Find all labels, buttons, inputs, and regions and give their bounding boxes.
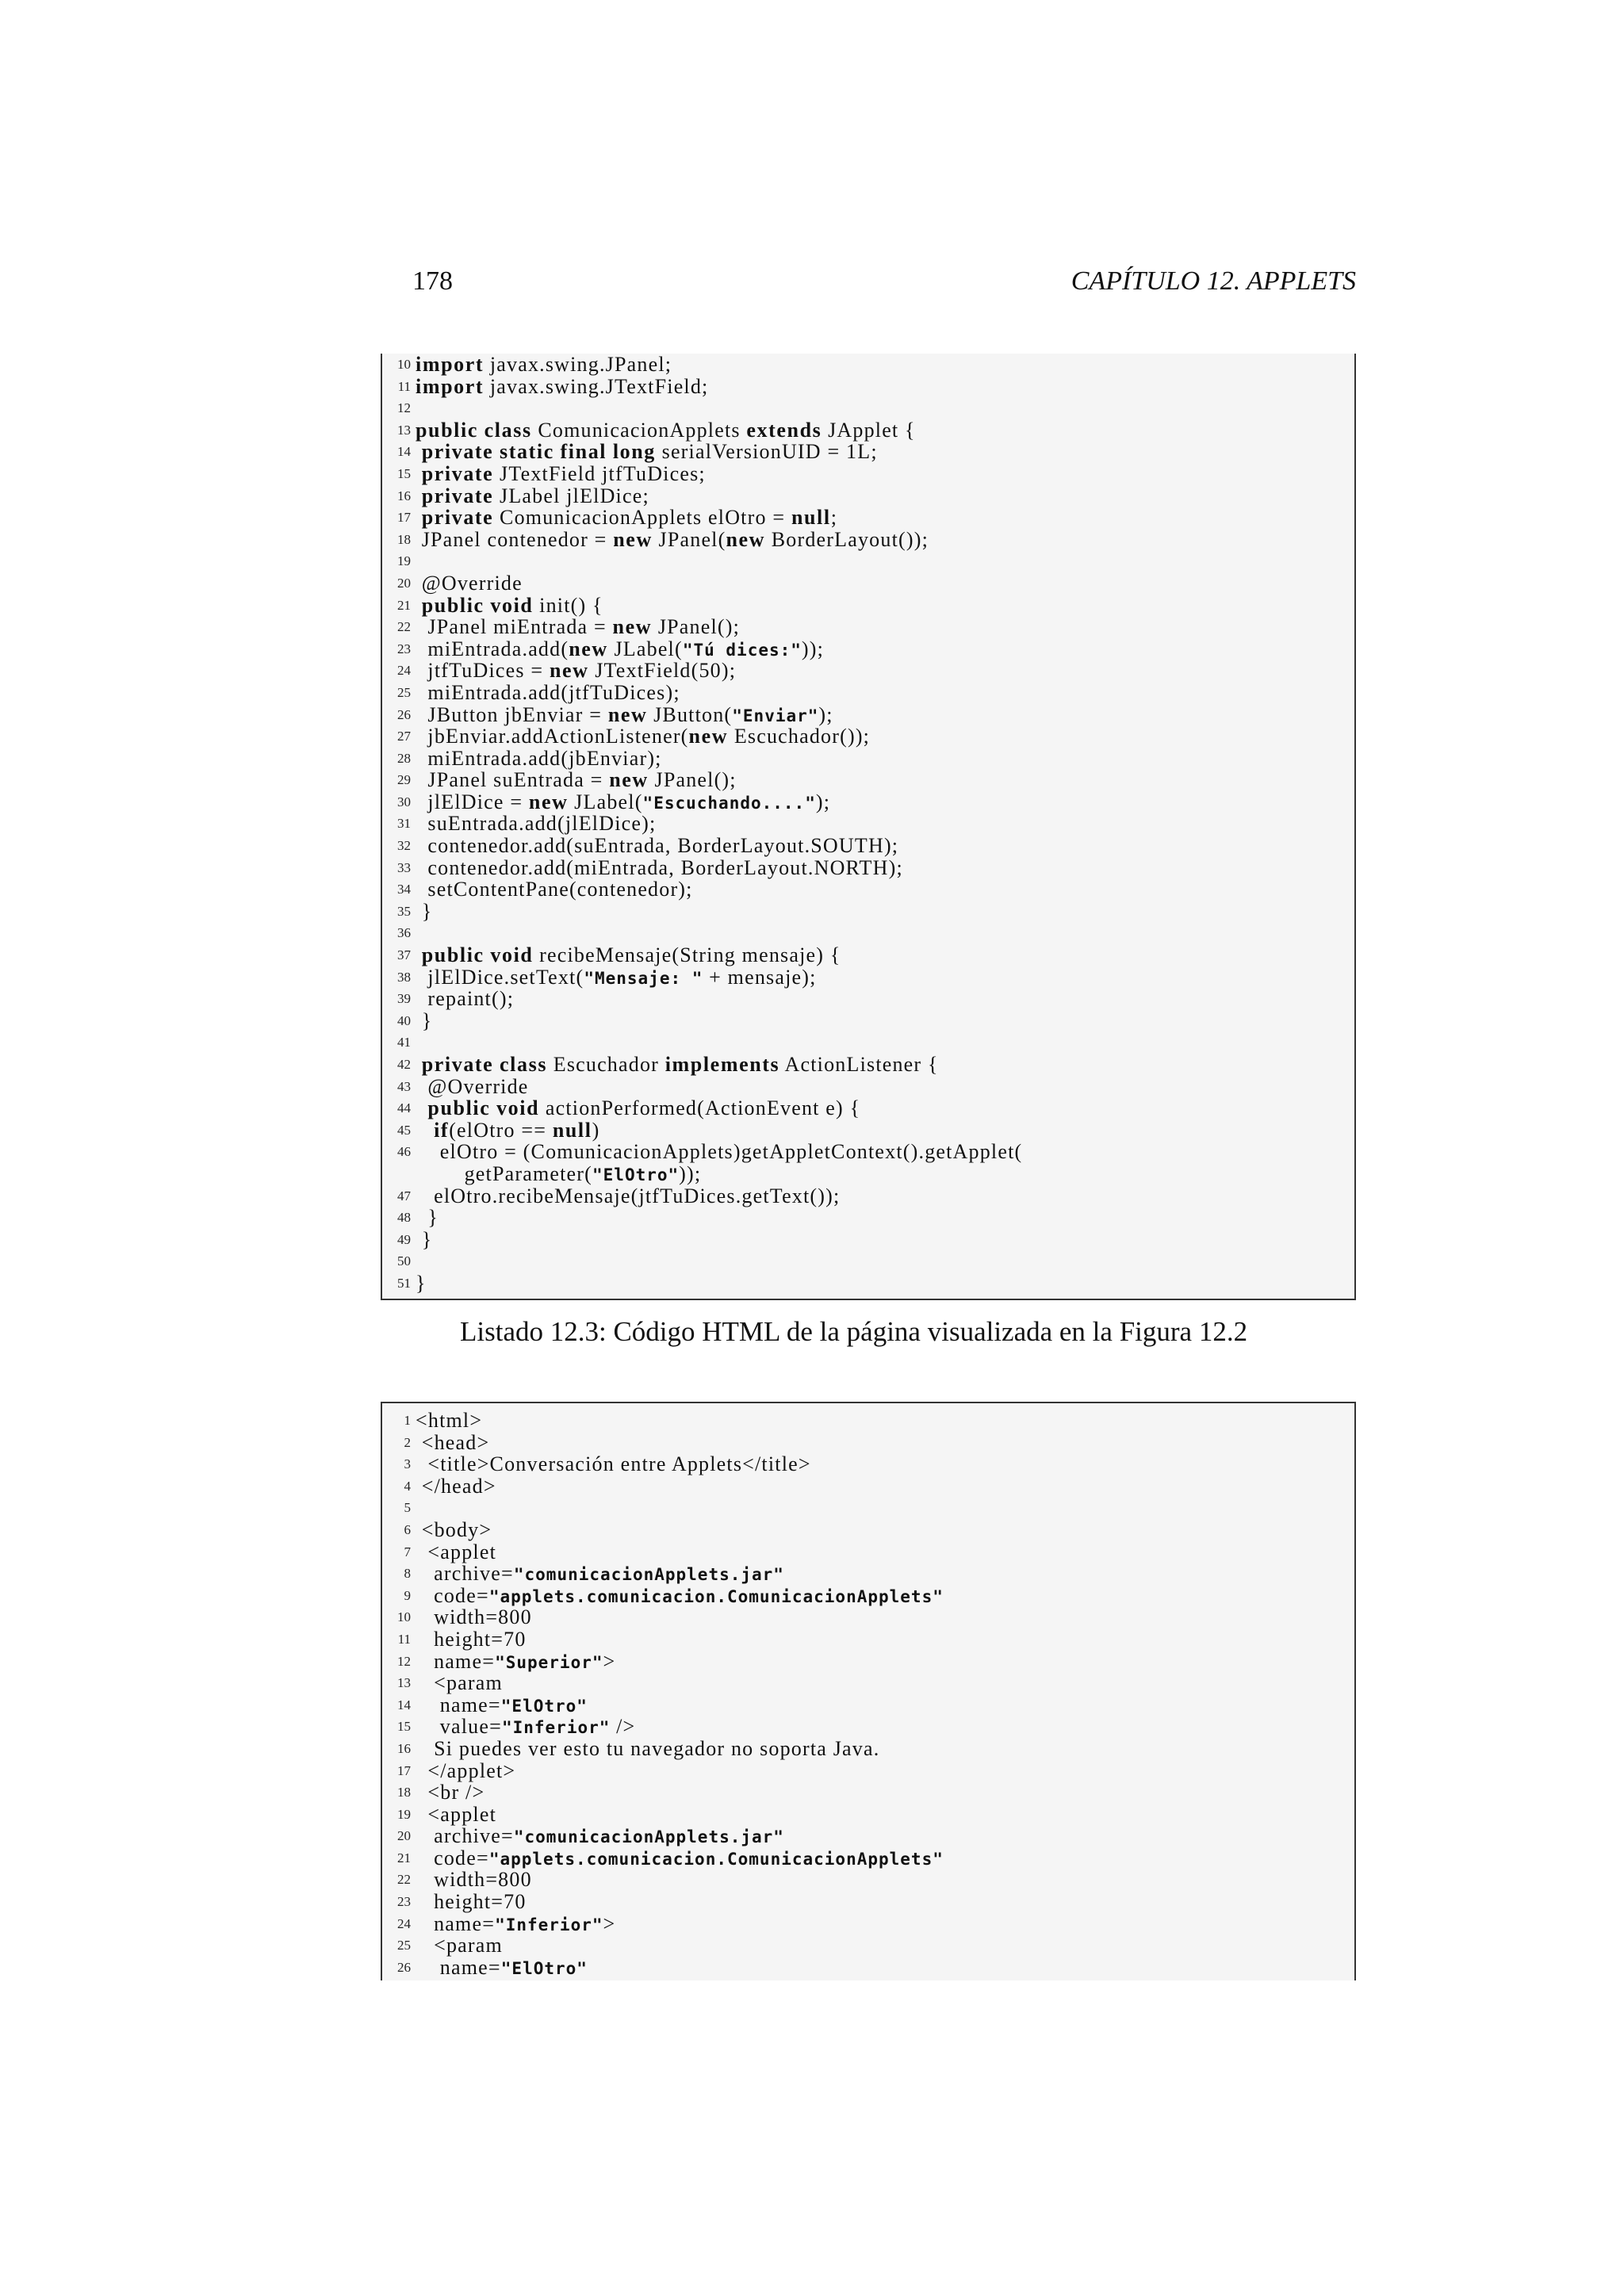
java-code-line <box>382 748 1354 770</box>
java-code-line <box>382 1076 1354 1098</box>
line-number: 4 <box>404 1478 411 1494</box>
code-text: </head> <box>416 1474 496 1498</box>
line-number: 46 <box>397 1144 411 1160</box>
line-number: 10 <box>397 357 411 372</box>
java-code-line <box>382 354 1354 376</box>
java-code-line <box>382 595 1354 617</box>
java-code-line <box>382 485 1354 507</box>
java-code-line <box>382 682 1354 704</box>
line-number: 42 <box>397 1057 411 1072</box>
code-text: name="ElOtro" <box>416 1693 588 1716</box>
java-code-line <box>382 550 1354 572</box>
line-number: 49 <box>397 1231 411 1247</box>
html-code-line <box>382 1869 1354 1891</box>
code-text: miEntrada.add(new JLabel("Tú dices:")); <box>416 637 825 660</box>
code-text: public class ComunicacionApplets extends JApplet { <box>416 418 916 442</box>
html-code-line <box>382 1781 1354 1804</box>
line-number: 23 <box>397 1894 411 1910</box>
code-text: public void recibeMensaje(String mensaje) { <box>421 943 841 967</box>
line-number: 16 <box>397 488 411 503</box>
line-number: 17 <box>397 510 411 526</box>
html-code-line <box>382 1760 1354 1782</box>
line-number: 20 <box>397 1828 411 1844</box>
line-number: 23 <box>397 641 411 656</box>
line-number: 18 <box>397 531 411 547</box>
line-number: 50 <box>397 1253 411 1269</box>
line-number: 8 <box>404 1566 411 1582</box>
line-number: 13 <box>397 422 411 438</box>
html-code-line <box>382 1410 1354 1432</box>
code-text: <param <box>416 1671 503 1695</box>
line-number: 36 <box>397 925 411 941</box>
line-number: 1 <box>404 1413 411 1428</box>
code-text: setContentPane(contenedor); <box>416 878 693 901</box>
java-code-line <box>382 769 1354 791</box>
code-text: <title>Conversación entre Applets</title> <box>416 1452 811 1476</box>
code-text: height=70 <box>416 1890 527 1914</box>
html-code-line <box>382 1497 1354 1519</box>
code-text: elOtro.recibeMensaje(jtfTuDices.getText()); <box>416 1184 841 1207</box>
code-text: private JTextField jtfTuDices; <box>421 461 706 485</box>
java-code-line <box>382 857 1354 879</box>
code-text: public void init() { <box>421 593 603 617</box>
html-code-line <box>382 1628 1354 1651</box>
code-text: <applet <box>416 1540 496 1563</box>
code-text: jlElDice = new JLabel("Escuchando...."); <box>416 790 831 813</box>
html-code-line <box>382 1891 1354 1913</box>
code-text: <body> <box>416 1517 492 1541</box>
line-number: 38 <box>397 969 411 985</box>
html-code-line <box>382 1519 1354 1541</box>
java-code-line <box>382 1141 1354 1163</box>
java-code-line <box>382 988 1354 1010</box>
code-text: } <box>416 899 433 923</box>
code-text: JPanel contenedor = new JPanel(new BorderLayout()); <box>416 527 929 551</box>
java-code-line <box>382 725 1354 748</box>
line-number: 21 <box>397 597 411 613</box>
line-number: 40 <box>397 1012 411 1028</box>
code-text: jbEnviar.addActionListener(new Escuchador()); <box>416 725 871 748</box>
code-text: name="Inferior"> <box>416 1911 616 1935</box>
java-code-line <box>382 463 1354 485</box>
java-code-line <box>382 419 1354 442</box>
code-text: JButton jbEnviar = new JButton("Enviar"); <box>416 702 833 726</box>
line-number: 30 <box>397 794 411 809</box>
code-text: private class Escuchador implements ActionListener { <box>421 1053 939 1076</box>
line-number: 29 <box>397 772 411 788</box>
java-code-line <box>382 922 1354 944</box>
line-number: 24 <box>397 1915 411 1931</box>
code-text: </applet> <box>416 1758 516 1782</box>
line-number: 18 <box>397 1785 411 1800</box>
code-text: miEntrada.add(jbEnviar); <box>416 746 662 770</box>
code-text: repaint(); <box>416 987 515 1011</box>
code-text: @Override <box>416 1074 529 1098</box>
java-code-line <box>382 901 1354 923</box>
code-text: Si puedes ver esto tu navegador no soporta Java. <box>416 1736 880 1760</box>
code-text: height=70 <box>416 1627 527 1651</box>
code-text: JPanel miEntrada = new JPanel(); <box>416 615 741 639</box>
code-text: jtfTuDices = new JTextField(50); <box>416 659 737 683</box>
line-number: 19 <box>397 553 411 569</box>
code-text: private ComunicacionApplets elOtro = null; <box>421 506 838 530</box>
code-text: contenedor.add(suEntrada, BorderLayout.SOUTH); <box>416 834 899 858</box>
code-text: value="Inferior" /> <box>416 1715 636 1739</box>
line-number: 43 <box>397 1078 411 1094</box>
line-number: 14 <box>397 444 411 460</box>
line-number: 32 <box>397 838 411 854</box>
line-number: 6 <box>404 1521 411 1537</box>
java-code-line <box>382 835 1354 857</box>
java-code-line <box>382 1054 1354 1076</box>
java-code-line <box>382 966 1354 989</box>
html-code-line <box>382 1716 1354 1738</box>
line-number: 2 <box>404 1434 411 1450</box>
code-text: code="applets.comunicacion.ComunicacionApplets" <box>416 1846 944 1869</box>
html-code-line <box>382 1453 1354 1475</box>
code-text: contenedor.add(miEntrada, BorderLayout.NORTH); <box>416 855 903 879</box>
line-number: 12 <box>397 1653 411 1669</box>
code-text: import javax.swing.JPanel; <box>416 353 672 376</box>
html-code-line <box>382 1585 1354 1607</box>
java-code-line <box>382 1097 1354 1119</box>
line-number: 19 <box>397 1806 411 1822</box>
running-head: CAPÍTULO 12. APPLETS <box>1071 266 1356 296</box>
java-code-line <box>382 1119 1354 1142</box>
line-number: 9 <box>404 1587 411 1603</box>
java-code-line <box>382 1010 1354 1032</box>
code-text: if(elOtro == null) <box>434 1118 600 1142</box>
html-code-line <box>382 1847 1354 1869</box>
html-code-line <box>382 1694 1354 1716</box>
page-number: 178 <box>412 266 453 296</box>
code-text: archive="comunicacionApplets.jar" <box>416 1562 784 1586</box>
line-number: 15 <box>397 465 411 481</box>
code-text: } <box>416 1206 439 1230</box>
line-number: 47 <box>397 1188 411 1203</box>
java-code-line <box>382 1250 1354 1272</box>
line-number: 37 <box>397 947 411 963</box>
listing-caption: Listado 12.3: Código HTML de la página visualizada en la Figura 12.2 <box>460 1316 1248 1347</box>
html-code-line <box>382 1432 1354 1454</box>
code-text: name="ElOtro" <box>416 1955 588 1979</box>
code-text: private JLabel jlElDice; <box>421 484 649 507</box>
line-number: 41 <box>397 1035 411 1050</box>
code-text: public void actionPerformed(ActionEvent e) { <box>427 1096 861 1120</box>
line-number: 11 <box>397 1631 411 1647</box>
java-code-line <box>382 397 1354 419</box>
java-code-line <box>382 1163 1354 1185</box>
html-code-line <box>382 1913 1354 1935</box>
html-code-line <box>382 1804 1354 1826</box>
java-code-line <box>382 1207 1354 1229</box>
java-code-line <box>382 1185 1354 1207</box>
code-text: code="applets.comunicacion.ComunicacionApplets" <box>416 1583 944 1607</box>
html-code-line <box>382 1825 1354 1847</box>
line-number: 13 <box>397 1675 411 1691</box>
line-number: 11 <box>397 378 411 394</box>
code-text: miEntrada.add(jtfTuDices); <box>416 680 680 704</box>
java-code-line <box>382 376 1354 398</box>
line-number: 25 <box>397 1938 411 1954</box>
code-text: <applet <box>416 1802 496 1826</box>
html-code-line <box>382 1606 1354 1628</box>
line-number: 12 <box>397 400 411 416</box>
code-text: getParameter("ElOtro")); <box>416 1161 702 1185</box>
code-text: name="Superior"> <box>416 1649 616 1673</box>
line-number: 48 <box>397 1210 411 1226</box>
java-code-line <box>382 572 1354 595</box>
line-number: 27 <box>397 729 411 744</box>
java-code-line <box>382 441 1354 463</box>
java-code-line <box>382 660 1354 682</box>
line-number: 39 <box>397 991 411 1007</box>
code-text: } <box>416 1227 433 1251</box>
line-number: 34 <box>397 882 411 897</box>
code-text: width=800 <box>416 1868 532 1892</box>
line-number: 44 <box>397 1100 411 1116</box>
java-code-line <box>382 507 1354 529</box>
java-code-line <box>382 813 1354 835</box>
line-number: 26 <box>397 1959 411 1975</box>
html-code-line <box>382 1563 1354 1585</box>
java-code-line <box>382 878 1354 901</box>
line-number: 25 <box>397 684 411 700</box>
code-text: <br /> <box>416 1781 485 1804</box>
html-code-line <box>382 1475 1354 1498</box>
line-number: 35 <box>397 903 411 919</box>
line-number: 17 <box>397 1762 411 1778</box>
java-code-line <box>382 1229 1354 1251</box>
java-code-listing <box>381 354 1356 1300</box>
line-number: 21 <box>397 1850 411 1866</box>
line-number: 33 <box>397 859 411 875</box>
line-number: 16 <box>397 1740 411 1756</box>
code-text: <param <box>416 1934 503 1957</box>
code-text: suEntrada.add(jlElDice); <box>416 812 657 836</box>
line-number: 22 <box>397 1872 411 1888</box>
java-code-line <box>382 1031 1354 1054</box>
code-text: <head> <box>416 1430 490 1454</box>
line-number: 26 <box>397 706 411 722</box>
line-number: 51 <box>397 1275 411 1291</box>
line-number: 5 <box>404 1500 411 1516</box>
code-text: archive="comunicacionApplets.jar" <box>416 1824 784 1848</box>
code-text: jlElDice.setText("Mensaje: " + mensaje); <box>416 965 817 989</box>
code-text: width=800 <box>416 1605 532 1629</box>
line-number: 15 <box>397 1719 411 1735</box>
line-number: 31 <box>397 816 411 832</box>
html-code-listing <box>381 1402 1356 1980</box>
java-code-line <box>382 638 1354 660</box>
code-text: } <box>416 1271 427 1295</box>
java-code-line <box>382 529 1354 551</box>
java-code-line <box>382 1272 1354 1295</box>
code-text: elOtro = (ComunicacionApplets)getAppletContext().getApplet( <box>416 1140 1023 1164</box>
html-code-line <box>382 1934 1354 1957</box>
code-text: @Override <box>416 571 523 595</box>
line-number: 45 <box>397 1122 411 1138</box>
html-code-line <box>382 1672 1354 1694</box>
html-code-line <box>382 1738 1354 1760</box>
line-number: 28 <box>397 750 411 766</box>
html-code-line <box>382 1541 1354 1563</box>
java-code-line <box>382 616 1354 638</box>
line-number: 14 <box>397 1697 411 1712</box>
html-code-line <box>382 1651 1354 1673</box>
line-number: 3 <box>404 1456 411 1472</box>
code-text: } <box>416 1008 433 1032</box>
code-text: import javax.swing.JTextField; <box>416 374 709 398</box>
code-text: JPanel suEntrada = new JPanel(); <box>416 768 737 792</box>
java-code-line <box>382 791 1354 813</box>
line-number: 24 <box>397 663 411 679</box>
java-code-line <box>382 944 1354 966</box>
line-number: 20 <box>397 575 411 591</box>
code-text: <html> <box>416 1409 483 1432</box>
code-text: private static final long serialVersionUID = 1L; <box>421 440 878 464</box>
html-code-line <box>382 1957 1354 1979</box>
line-number: 10 <box>397 1609 411 1625</box>
java-code-line <box>382 704 1354 726</box>
line-number: 22 <box>397 619 411 635</box>
line-number: 7 <box>404 1544 411 1559</box>
